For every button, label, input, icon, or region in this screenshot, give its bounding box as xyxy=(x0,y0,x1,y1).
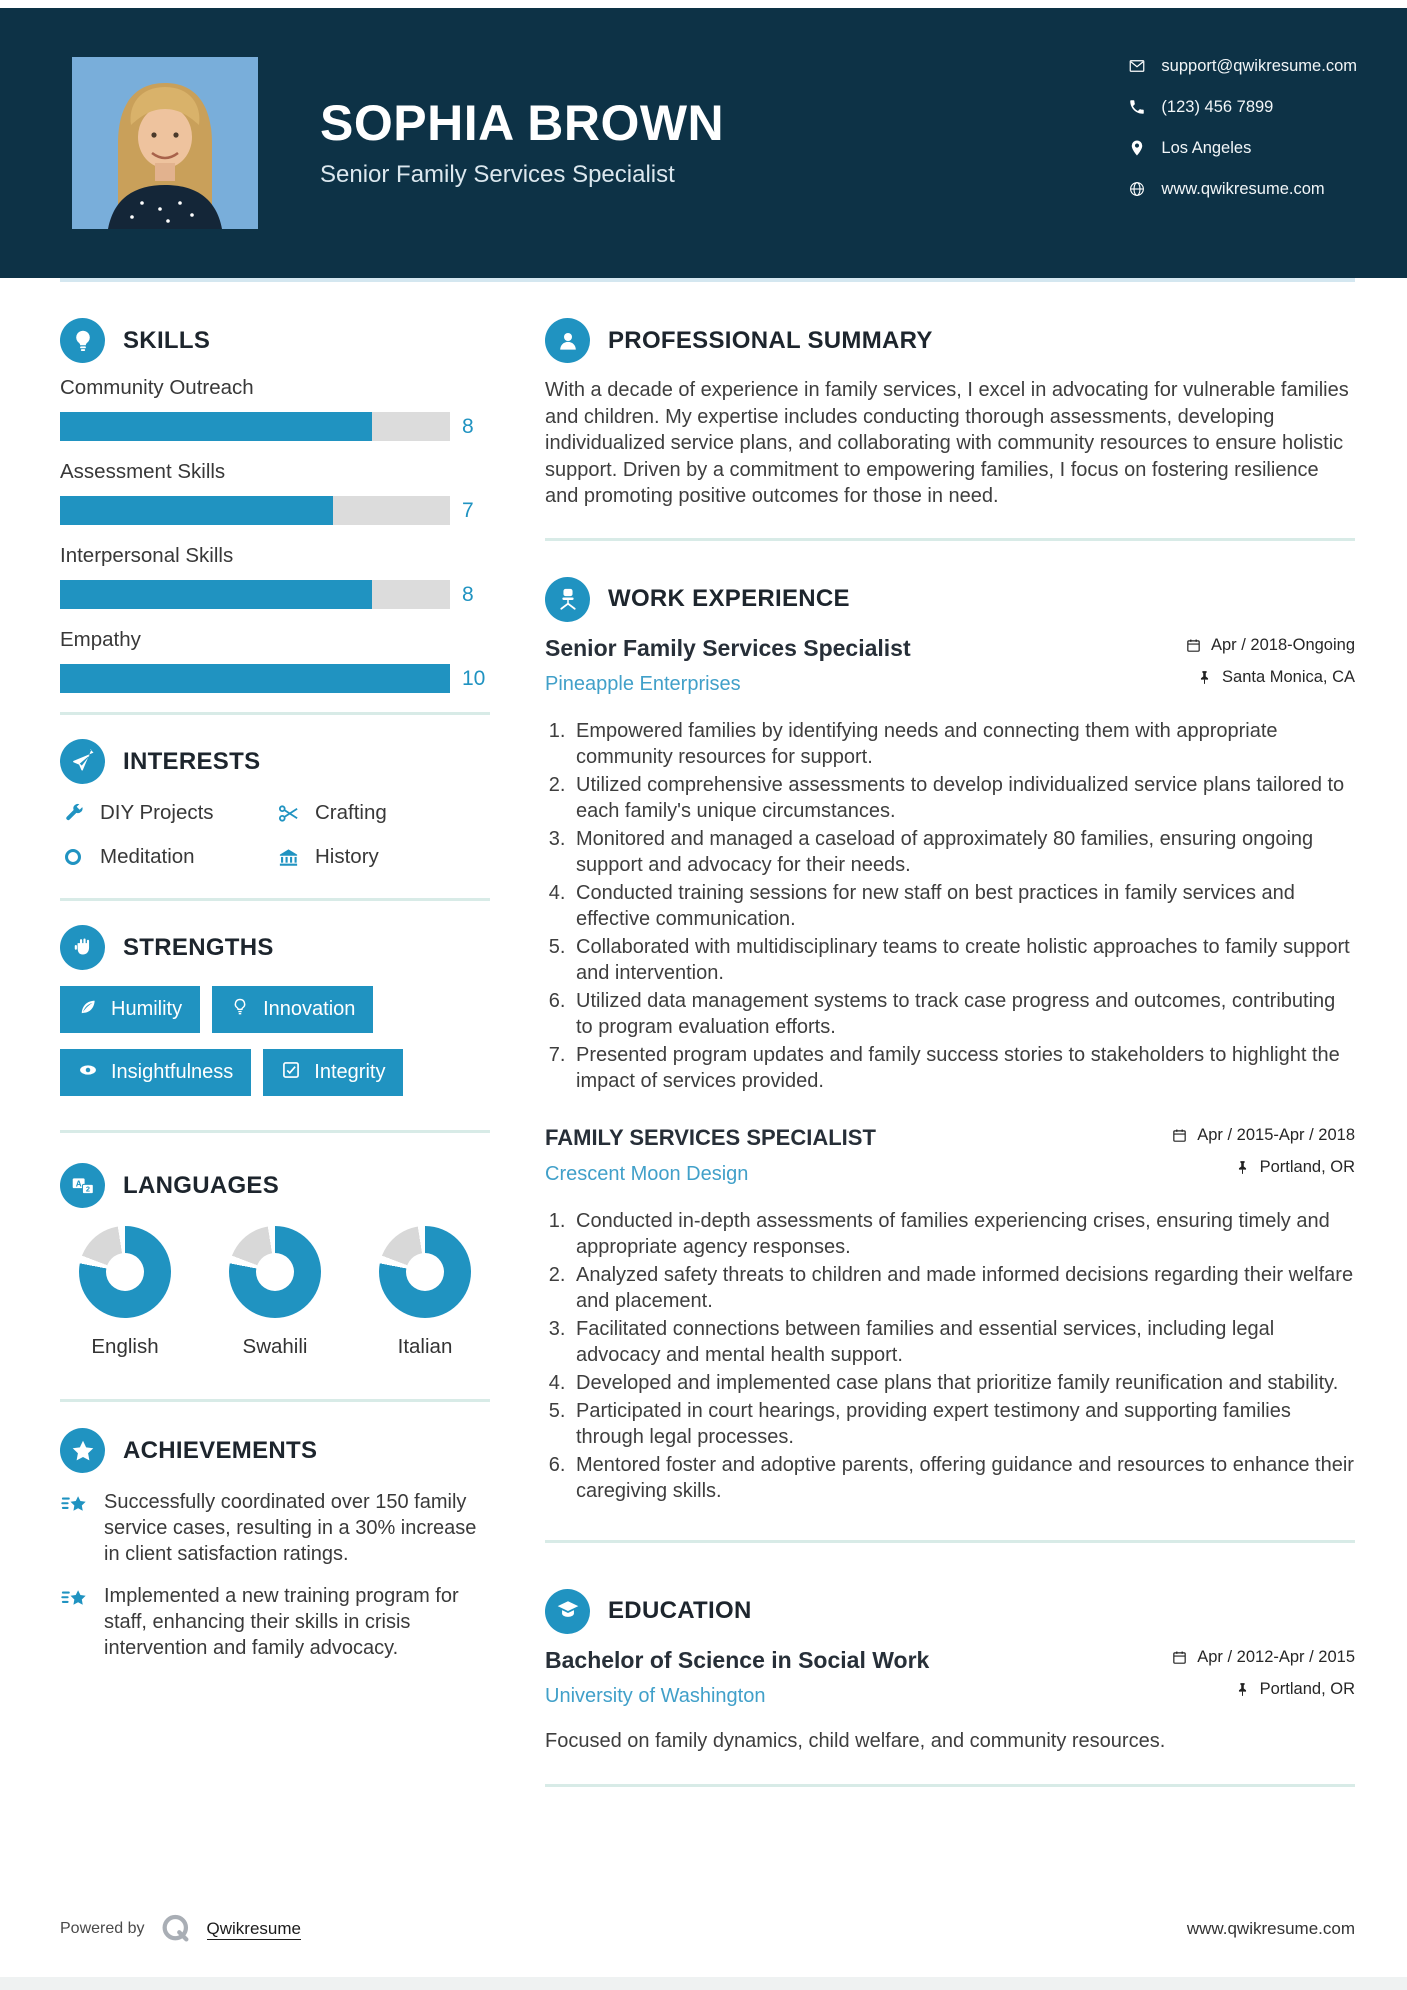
skill-value: 8 xyxy=(462,582,474,606)
contact-location: Los Angeles xyxy=(1128,136,1357,160)
job-entry xyxy=(545,634,1355,1094)
portrait-illustration xyxy=(72,57,258,229)
wrench-icon xyxy=(60,801,86,825)
language-donut-chart xyxy=(229,1226,321,1318)
job-bullet: 4. Developed and implemented case plans that prioritize family reunification and stability. xyxy=(571,1370,1355,1396)
school-link[interactable]: University of Washington xyxy=(545,1684,766,1707)
skill-item: Community Outreach 8 xyxy=(60,376,490,441)
job-meta xyxy=(1185,634,1355,700)
strength-tag: Innovation xyxy=(212,986,373,1033)
language-donut-chart xyxy=(379,1226,471,1318)
summary-section xyxy=(545,318,1355,510)
company-link[interactable]: Pineapple Enterprises xyxy=(545,672,741,695)
skill-value: 10 xyxy=(462,666,486,690)
job-bullet: 2. Analyzed safety threats to children and made informed decisions regarding their welfare and placement. xyxy=(571,1262,1355,1314)
summary-heading: PROFESSIONAL SUMMARY xyxy=(608,326,933,354)
interest-item: History xyxy=(275,842,490,872)
achievement-item: Implemented a new training program for staff, enhancing their skills in crisis intervention and family advocacy. xyxy=(60,1583,490,1661)
footer-website-link[interactable]: www.qwikresume.com xyxy=(1186,1919,1355,1938)
education-note: Focused on family dynamics, child welfare, and community resources. xyxy=(545,1729,1166,1752)
office-chair-icon xyxy=(545,577,590,622)
shooting-star-icon xyxy=(60,1489,90,1567)
language-item: English xyxy=(65,1226,185,1359)
circle-icon xyxy=(60,845,86,869)
job-title: Senior Family Services Specialist xyxy=(545,634,911,661)
degree-title: Bachelor of Science in Social Work xyxy=(545,1646,930,1673)
summary-text: With a decade of experience in family services, I excel in advocating for vulnerable families and children. My expertise includes conducting thorough assessments, developing individualized service plans, and collaborating with community resources to ensure holistic support. Driven by a commitment to empowering families, I focus on fostering resilience and promoting positive outcomes for those in need. xyxy=(545,379,1349,507)
job-bullet: 1. Empowered families by identifying needs and connecting them with appropriate community resources for support. xyxy=(571,718,1355,770)
achievement-item: Successfully coordinated over 150 family service cases, resulting in a 30% increase in client satisfaction ratings. xyxy=(60,1489,490,1567)
skill-bar xyxy=(60,580,450,609)
skills-heading: SKILLS xyxy=(123,326,211,354)
footer xyxy=(60,1912,1355,1946)
job-bullet: 4. Conducted training sessions for new staff on best practices in family services and effective communication. xyxy=(571,880,1355,932)
divider xyxy=(60,712,490,715)
divider xyxy=(545,538,1355,541)
job-bullets xyxy=(545,1208,1355,1504)
lightbulb-icon xyxy=(230,997,250,1023)
skill-bar xyxy=(60,412,450,441)
skill-bar-fill xyxy=(60,664,450,693)
star-icon xyxy=(60,1428,105,1473)
education-meta xyxy=(1171,1646,1355,1712)
job-entry xyxy=(545,1124,1355,1504)
qwikresume-logo-icon xyxy=(159,1912,193,1946)
interest-item: DIY Projects xyxy=(60,798,275,828)
fist-icon xyxy=(60,925,105,970)
main-column xyxy=(545,318,1355,1787)
job-bullet: 3. Facilitated connections between families and essential services, including legal advocacy and mental health support. xyxy=(571,1316,1355,1368)
education-entry xyxy=(545,1646,1355,1754)
achievements-heading: ACHIEVEMENTS xyxy=(123,1436,318,1464)
job-bullets xyxy=(545,718,1355,1094)
job-location: Portland, OR xyxy=(1259,1158,1355,1176)
divider xyxy=(60,1399,490,1402)
museum-icon xyxy=(275,845,301,869)
job-dates: Apr / 2018-Ongoing xyxy=(1210,636,1355,654)
skill-bar xyxy=(60,496,450,525)
eye-icon xyxy=(78,1060,98,1086)
job-bullet: 1. Conducted in-depth assessments of families experiencing crises, ensuring timely and appropriate agency responses. xyxy=(571,1208,1355,1260)
skills-section xyxy=(60,318,490,693)
divider xyxy=(545,1540,1355,1543)
job-meta xyxy=(1171,1124,1355,1190)
skill-bar xyxy=(60,664,450,693)
content xyxy=(0,282,1407,1787)
languages-heading: LANGUAGES xyxy=(123,1171,280,1199)
skill-value: 7 xyxy=(462,498,474,522)
language-donut-chart xyxy=(79,1226,171,1318)
job-title: FAMILY SERVICES SPECIALIST xyxy=(545,1124,876,1150)
job-location: Santa Monica, CA xyxy=(1222,668,1355,686)
calendar-icon xyxy=(1185,637,1202,654)
job-bullet: 3. Monitored and managed a caseload of approximately 80 families, ensuring ongoing support and advocacy for their needs. xyxy=(571,826,1355,878)
pushpin-icon xyxy=(1234,1681,1251,1698)
skill-bar-fill xyxy=(60,580,372,609)
divider xyxy=(60,1130,490,1133)
pushpin-icon xyxy=(1196,669,1213,686)
skill-item: Interpersonal Skills 8 xyxy=(60,544,490,609)
header xyxy=(0,8,1407,278)
language-item: Swahili xyxy=(215,1226,335,1359)
scissors-icon xyxy=(275,801,301,825)
skill-bar-fill xyxy=(60,412,372,441)
education-dates: Apr / 2012-Apr / 2015 xyxy=(1197,1648,1355,1666)
education-heading: EDUCATION xyxy=(608,1597,752,1624)
user-icon xyxy=(545,318,590,363)
shooting-star-icon xyxy=(60,1583,90,1661)
skill-item: Empathy 10 xyxy=(60,628,490,693)
strength-tag: Integrity xyxy=(263,1049,403,1096)
job-bullet: 2. Utilized comprehensive assessments to develop individualized service plans tailored to each family's unique circumstances. xyxy=(571,772,1355,824)
divider xyxy=(545,1784,1355,1787)
company-link[interactable]: Crescent Moon Design xyxy=(545,1162,749,1185)
globe-icon xyxy=(1128,180,1146,198)
translate-icon xyxy=(60,1163,105,1208)
strength-tag: Insightfulness xyxy=(60,1049,251,1096)
interests-heading: INTERESTS xyxy=(123,747,261,775)
location-icon xyxy=(1128,139,1146,157)
contact-list xyxy=(1128,54,1357,218)
interest-item: Crafting xyxy=(275,798,490,828)
lightbulb-icon xyxy=(60,318,105,363)
paper-plane-icon xyxy=(60,739,105,784)
strengths-heading: STRENGTHS xyxy=(123,933,274,961)
contact-website[interactable]: www.qwikresume.com xyxy=(1128,177,1357,201)
contact-phone[interactable]: (123) 456 7899 xyxy=(1128,95,1357,119)
divider xyxy=(60,898,490,901)
achievements-section xyxy=(60,1428,490,1661)
skill-value: 8 xyxy=(462,414,474,438)
identity-block xyxy=(320,94,725,190)
person-title: Senior Family Services Specialist xyxy=(320,161,675,189)
language-item: Italian xyxy=(365,1226,485,1359)
job-bullet: 5. Collaborated with multidisciplinary teams to create holistic approaches to family support and intervention. xyxy=(571,934,1355,986)
contact-email[interactable]: support@qwikresume.com xyxy=(1128,54,1357,78)
graduation-cap-icon xyxy=(545,1589,590,1634)
interests-section xyxy=(60,739,490,872)
job-dates: Apr / 2015-Apr / 2018 xyxy=(1197,1126,1355,1144)
svg-text:2: 2 xyxy=(85,1184,90,1194)
sidebar xyxy=(60,318,490,1787)
calendar-icon xyxy=(1171,1649,1188,1666)
powered-by-label: Powered by xyxy=(60,1920,145,1937)
experience-section xyxy=(545,577,1355,1504)
strengths-section xyxy=(60,925,490,1112)
envelope-icon xyxy=(1128,57,1146,75)
job-bullet: 6. Mentored foster and adoptive parents, offering guidance and resources to enhance their caregiving skills. xyxy=(571,1452,1355,1504)
strength-tag: Humility xyxy=(60,986,200,1033)
person-name: SOPHIA BROWN xyxy=(320,94,725,151)
skill-item: Assessment Skills 7 xyxy=(60,460,490,525)
qwikresume-link[interactable]: Qwikresume xyxy=(206,1918,301,1938)
skill-bar-fill xyxy=(60,496,333,525)
checkbox-icon xyxy=(281,1060,301,1086)
pushpin-icon xyxy=(1234,1159,1251,1176)
calendar-icon xyxy=(1171,1127,1188,1144)
profile-photo xyxy=(72,57,258,229)
education-section xyxy=(545,1589,1355,1754)
job-bullet: 7. Presented program updates and family success stories to stakeholders to highlight the impact of services provided. xyxy=(571,1042,1355,1094)
education-location: Portland, OR xyxy=(1259,1680,1355,1698)
page-bottom-edge xyxy=(0,1977,1407,1990)
job-bullet: 5. Participated in court hearings, providing expert testimony and supporting families through legal processes. xyxy=(571,1398,1355,1450)
phone-icon xyxy=(1128,98,1146,116)
svg-text:A: A xyxy=(75,1178,82,1188)
experience-heading: WORK EXPERIENCE xyxy=(608,585,850,612)
languages-section xyxy=(60,1163,490,1359)
interest-item: Meditation xyxy=(60,842,275,872)
leaf-icon xyxy=(78,997,98,1023)
job-bullet: 6. Utilized data management systems to track case progress and outcomes, contributing to program evaluation efforts. xyxy=(571,988,1355,1040)
